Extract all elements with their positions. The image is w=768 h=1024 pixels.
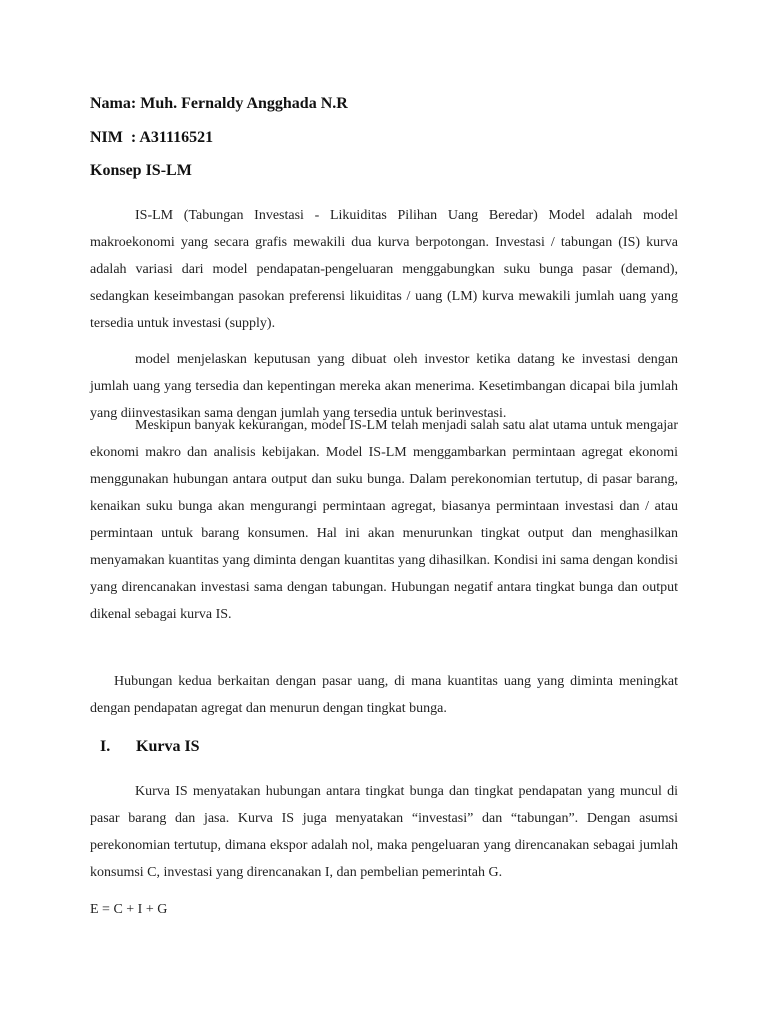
- author-name: Nama: Muh. Fernaldy Angghada N.R: [90, 95, 348, 112]
- paragraph-limitations: Meskipun banyak kekurangan, model IS-LM telah menjadi salah satu alat utama untuk mengajar ekonomi makro dan analisis kebijakan. Model IS-LM menggambarkan permintaan agregat ekonomi menggunakan hubungan antara output dan suku bunga. Dalam perekonomian tertutup, di pasar barang, kenaikan suku bunga akan mengurangi permintaan agregat, biasanya permintaan investasi dan / atau permintaan untuk barang konsumen. Hal ini akan menurunkan tingkat output dan menghasilkan menyamakan kuantitas yang diminta dengan kuantitas yang dihasilkan. Kondisi ini sama dengan kondisi yang direncanakan investasi sama dengan tabungan. Hubungan negatif antara tingkat bunga dan output dikenal sebagai kurva IS.: [90, 418, 678, 622]
- paragraph-money-market: Hubungan kedua berkaitan dengan pasar uang, di mana kuantitas uang yang diminta meningkat dengan pendapatan agregat dan menurun dengan tingkat bunga.: [90, 674, 678, 716]
- section-title: Kurva IS: [136, 738, 200, 755]
- student-id: NIM : A31116521: [90, 129, 214, 146]
- formula: E = C + I + G: [90, 902, 168, 917]
- paragraph-intro: IS-LM (Tabungan Investasi - Likuiditas Pilihan Uang Beredar) Model adalah model makroekonomi yang secara grafis mewakili dua kurva berpotongan. Investasi / tabungan (IS) kurva adalah variasi dari model pendapatan-pengeluaran menggabungkan suku bunga pasar (demand), sedangkan keseimbangan pasokan preferensi likuiditas / uang (LM) kurva mewakili jumlah uang yang tersedia untuk investasi (supply).: [90, 208, 678, 331]
- document-title: Konsep IS-LM: [90, 162, 192, 179]
- section-number: I.: [100, 738, 111, 755]
- section-heading: [100, 738, 200, 756]
- paragraph-is-curve: Kurva IS menyatakan hubungan antara tingkat bunga dan tingkat pendapatan yang muncul di pasar barang dan jasa. Kurva IS juga menyatakan “investasi” dan “tabungan”. Dengan asumsi perekonomian tertutup, dimana ekspor adalah nol, maka pengeluaran yang direncanakan sebagai jumlah konsumsi C, investasi yang direncanakan I, dan pembelian pemerintah G.: [90, 784, 678, 880]
- paragraph-model: model menjelaskan keputusan yang dibuat oleh investor ketika datang ke investasi dengan jumlah uang yang tersedia dan kepentingan mereka akan menerima. Kesetimbangan dicapai bila jumlah yang diinvestasikan sama dengan jumlah yang tersedia untuk berinvestasi.: [90, 352, 678, 421]
